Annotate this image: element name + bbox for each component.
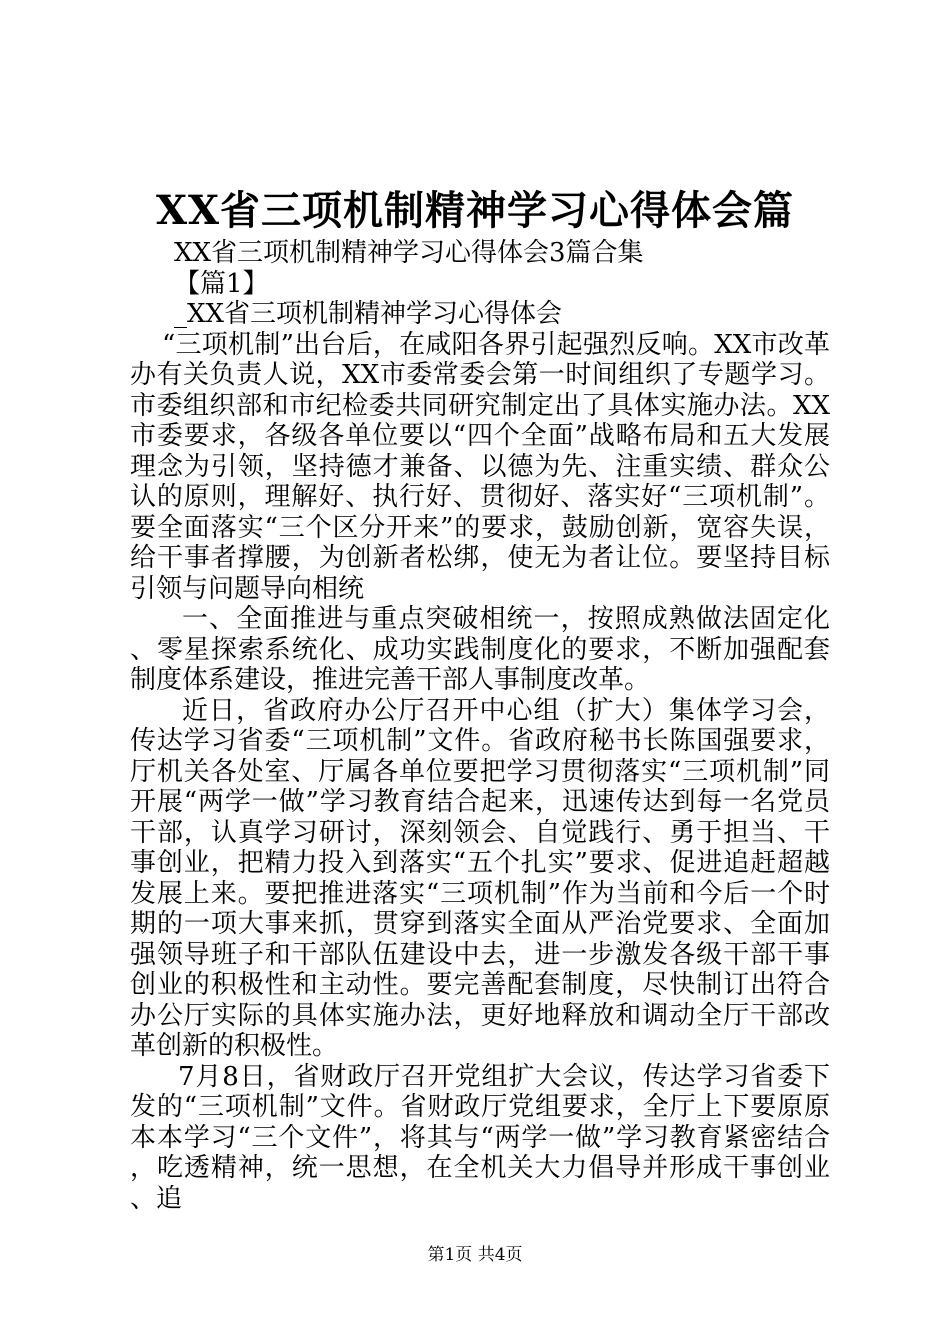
body-paragraph: 一、全面推进与重点突破相统一，按照成熟做法固定化、零星探索系统化、成功实践制度化的要求，不断加强配套制度体系建设，推进完善干部人事制度改革。	[130, 604, 830, 695]
section-subtitle: _XX省三项机制精神学习心得体会	[174, 299, 563, 329]
section-label: 【篇1】	[174, 268, 269, 299]
body-paragraph: 近日，省政府办公厅召开中心组（扩大）集体学习会，传达学习省委“三项机制”文件。省政府秘书长陈国强要求，厅机关各处室、厅属各单位要把学习贯彻落实“三项机制”同开展“两学一做”学习教育结合起来，迅速传达到每一名党员干部，认真学习研讨，深刻领会、自觉践行、勇于担当、干事创业，把精力投入到落实“五个扎实”要求、促进追赶超越发展上来。要把推进落实“三项机制”作为当前和今后一个时期的一项大事来抓，贯穿到落实全面从严治党要求、全面加强领导班子和干部队伍建设中去，进一步激发各级干部干事创业的积极性和主动性。要完善配套制度，尽快制订出符合办公厅实际的具体实施办法，更好地释放和调动全厅干部改革创新的积极性。	[130, 695, 830, 1061]
document-body	[130, 238, 830, 1214]
body-paragraph: 7月8日，省财政厅召开党组扩大会议，传达学习省委下发的“三项机制”文件。省财政厅党组要求，全厅上下要原原本本学习“三个文件”，将其与“两学一做”学习教育紧密结合，吃透精神，统一思想，在全机关大力倡导并形成干事创业、追	[130, 1061, 830, 1214]
collection-heading: XX省三项机制精神学习心得体会3篇合集	[174, 238, 644, 268]
body-paragraph: “三项机制”出台后，在咸阳各界引起强烈反响。XX市改革办有关负责人说，XX市委常委会第一时间组织了专题学习。市委组织部和市纪检委共同研究制定出了具体实施办法。XX市委要求，各级各单位要以“四个全面”战略布局和五大发展理念为引领，坚持德才兼备、以德为先、注重实绩、群众公认的原则，理解好、执行好、贯彻好、落实好“三项机制”。要全面落实“三个区分开来”的要求，鼓励创新，宽容失误，给干事者撑腰，为创新者松绑，使无为者让位。要坚持目标引领与问题导向相统	[130, 329, 830, 604]
page-number-footer: 第1页 共4页	[427, 1245, 523, 1265]
document-title: XX省三项机制精神学习心得体会篇	[155, 187, 795, 234]
